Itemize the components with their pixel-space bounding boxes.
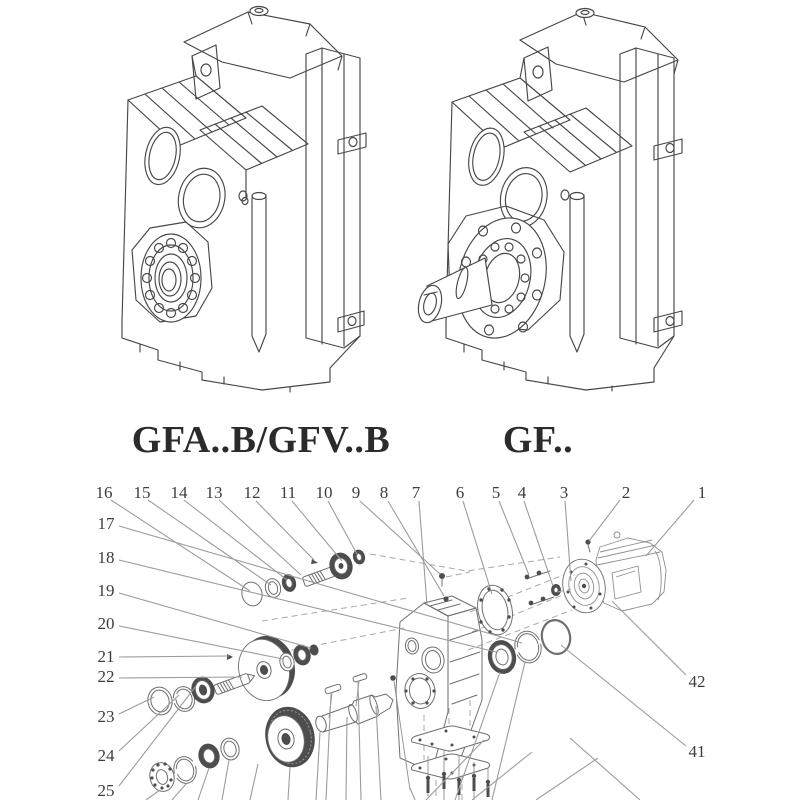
callout-14 [171, 483, 288, 580]
leader-line-9 [360, 501, 440, 574]
leader-line-14 [184, 500, 287, 580]
part-number-10: 10 [315, 483, 333, 502]
key-1 [324, 684, 341, 695]
torque-arm-column [306, 48, 366, 348]
leader-line-16 [111, 500, 250, 591]
callout-9 [352, 483, 440, 574]
part-number-23: 23 [97, 707, 115, 726]
callout-25 [98, 686, 197, 800]
bearing-18 [485, 638, 518, 676]
part-number-19: 19 [97, 581, 115, 600]
leader-line-13 [219, 500, 301, 575]
callout-layer [96, 483, 707, 800]
part-number-8: 8 [379, 483, 389, 502]
part-number-15: 15 [133, 483, 151, 502]
leader-line-15 [148, 500, 271, 585]
part-number-21: 21 [97, 647, 115, 666]
part-number-22: 22 [97, 667, 115, 686]
part-number-20: 20 [97, 614, 115, 633]
figure-gfab-gfv-drawing [122, 7, 366, 393]
part-number-9: 9 [351, 483, 361, 502]
callout-7 [412, 483, 427, 605]
oil-plug-boss [576, 9, 594, 18]
leader-line-2 [589, 500, 620, 541]
part-number-16: 16 [95, 483, 113, 502]
callout-1 [646, 483, 706, 556]
intermediate-gear-group [145, 631, 319, 718]
input-openings [133, 124, 237, 232]
leader-line-17 [119, 526, 522, 643]
callout-2 [589, 483, 630, 541]
part-number-25: 25 [97, 781, 115, 800]
gasket-plates [412, 726, 491, 800]
oil-plug-boss [250, 7, 268, 16]
caption-left: GFA..B/GFV..B [131, 419, 391, 461]
part-number-2: 2 [621, 483, 631, 502]
key-2 [352, 673, 367, 683]
part-number-42: 42 [688, 672, 706, 691]
motor-1 [558, 532, 666, 617]
bottom-ring-row [147, 736, 242, 794]
leader-line-12 [256, 501, 314, 560]
part-number-18: 18 [97, 548, 115, 567]
leader-line-8 [388, 501, 444, 596]
spacer-ring [218, 736, 241, 762]
part-number-12: 12 [243, 483, 261, 502]
output-gear [260, 703, 319, 772]
exploded-view [96, 483, 707, 800]
tie-rod [570, 193, 584, 353]
leader-line-42 [612, 601, 686, 675]
part-number-14: 14 [170, 483, 188, 502]
callout-23 [98, 697, 155, 726]
vent-bolt-9 [439, 572, 470, 586]
end-cap-16 [239, 580, 265, 608]
callout-11 [280, 483, 342, 561]
leader-line-22 [119, 677, 242, 678]
leader-line-1 [646, 500, 694, 556]
tie-rod [252, 193, 266, 353]
bolt-2 [585, 539, 590, 552]
callout-4 [518, 483, 553, 586]
part-number-1: 1 [697, 483, 707, 502]
part-number-13: 13 [205, 483, 223, 502]
arrow-21 [227, 654, 233, 660]
caption-right: GF.. [502, 419, 574, 461]
leader-line-10 [328, 501, 357, 554]
part-number-5: 5 [491, 483, 501, 502]
callout-6 [456, 483, 492, 594]
callout-42 [612, 601, 706, 691]
callout-12 [244, 483, 315, 560]
base-feet [122, 322, 360, 390]
part-number-7: 7 [411, 483, 421, 502]
callout-41 [561, 645, 706, 761]
part-number-17: 17 [97, 514, 115, 533]
leader-line-41 [561, 645, 686, 746]
output-bearing [132, 222, 212, 322]
callout-21 [98, 647, 230, 666]
ball-bearing [147, 760, 178, 794]
arrow-12 [311, 559, 318, 564]
part-number-41: 41 [688, 742, 706, 761]
torque-arm-column [620, 48, 682, 348]
leader-line-6 [463, 501, 492, 594]
part-number-4: 4 [517, 483, 527, 502]
circlip-17 [512, 629, 544, 666]
plug-8 [443, 596, 448, 601]
figure-gf-drawing [415, 9, 682, 392]
input-openings [457, 125, 559, 232]
leader-line-5 [499, 501, 529, 575]
part-number-11: 11 [279, 483, 297, 502]
leader-line-11 [292, 501, 342, 561]
dowel-pin [561, 190, 569, 200]
leader-line-21 [119, 656, 229, 657]
leader-line-19 [119, 593, 311, 648]
part-number-24: 24 [97, 746, 115, 765]
leader-line-7 [419, 501, 427, 605]
output-shaft-group [314, 673, 393, 733]
part-number-3: 3 [559, 483, 569, 502]
part-number-6: 6 [455, 483, 465, 502]
